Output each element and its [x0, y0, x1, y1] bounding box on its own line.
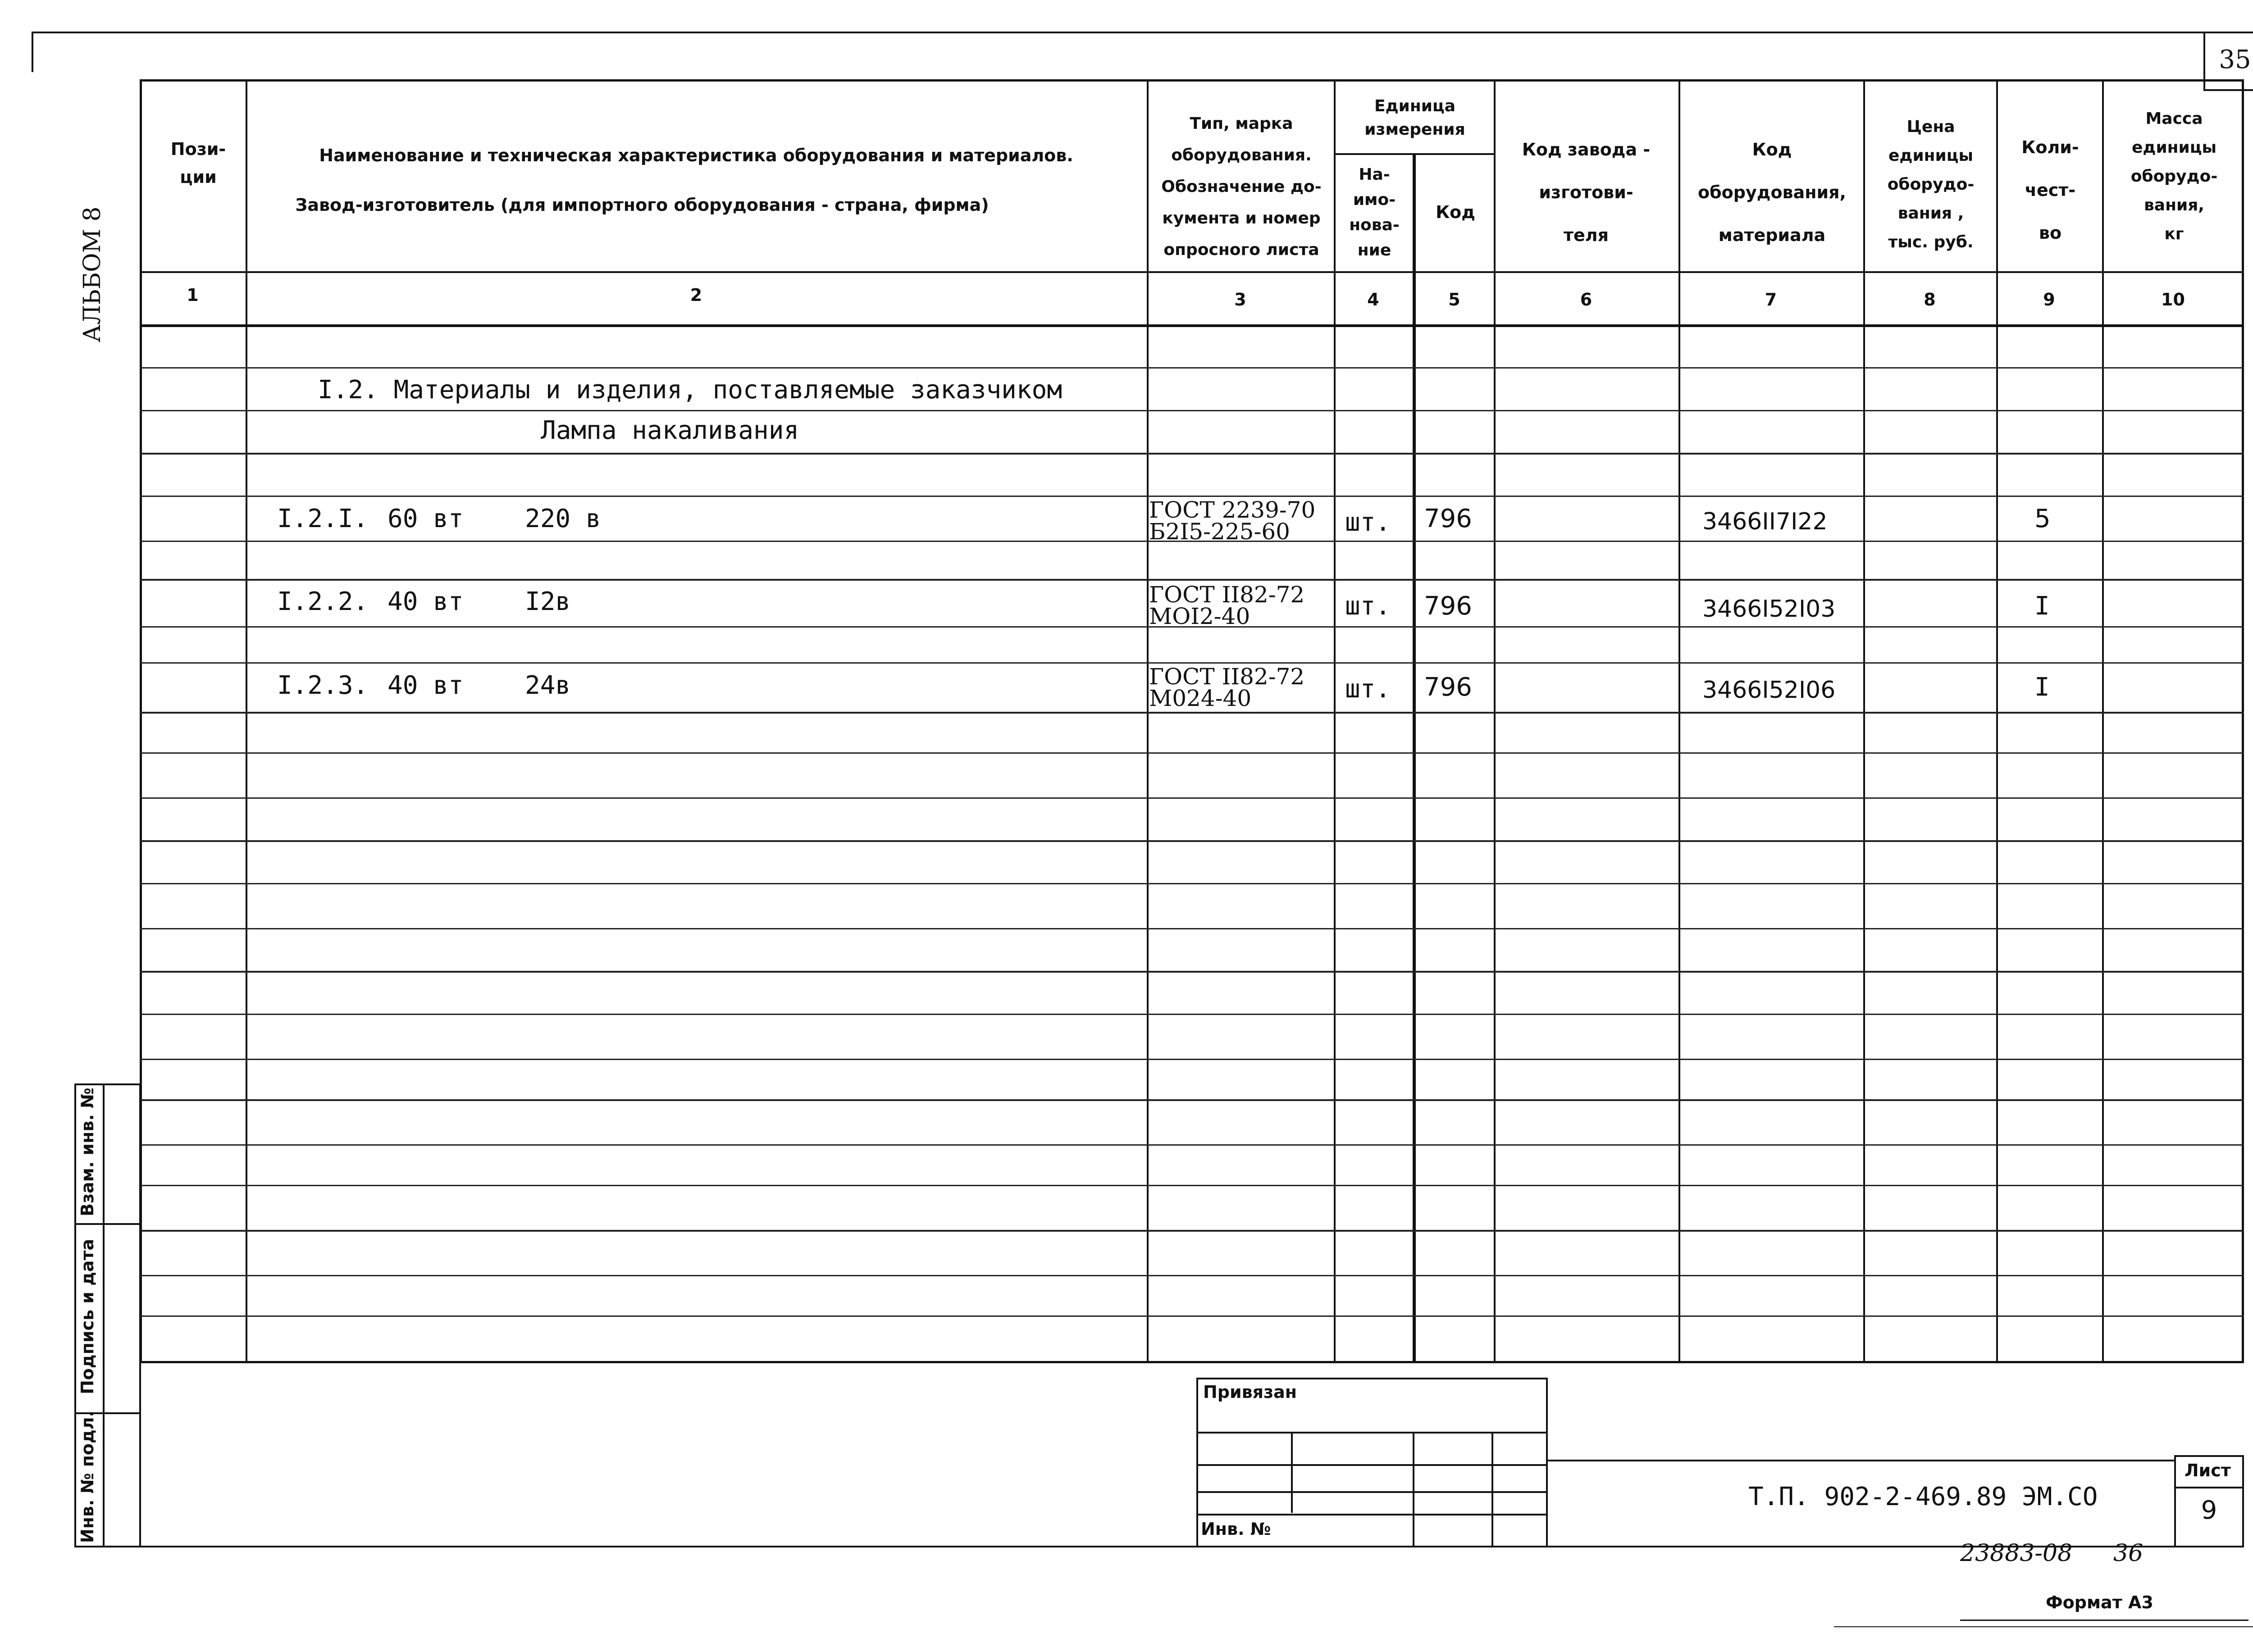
colnum-8: 8 [1924, 290, 1936, 309]
header-col4-line4: ние [1357, 241, 1391, 259]
sheet-bottom-line [74, 1546, 2244, 1547]
item-unit-code: 796 [1424, 673, 1472, 702]
header-unit-line1: Единица [1374, 97, 1455, 115]
header-col3-line2: оборудования. [1171, 146, 1312, 164]
row-separator [140, 1099, 2244, 1101]
header-col8-line5: тыс. руб. [1888, 233, 1974, 251]
item-power: 40 вт [388, 671, 464, 700]
page-number: 35 [2219, 45, 2251, 74]
sheet-label: Лист [2185, 1461, 2231, 1480]
footer-line [1960, 1620, 2248, 1621]
inv-no-label: Инв. № [1201, 1519, 1271, 1539]
header-col8 [1865, 113, 1996, 257]
header-col3-line4: кумента и номер [1162, 209, 1321, 228]
item-code: 3466II7I22 [1702, 508, 1828, 535]
attached-col1 [1291, 1432, 1293, 1513]
item-unit-code: 796 [1424, 504, 1472, 533]
header-col10-line4: вания, [2144, 196, 2204, 214]
colnum-4: 4 [1367, 290, 1379, 309]
header-col10-line3: оборудо- [2130, 167, 2218, 186]
colnum-7: 7 [1765, 290, 1777, 309]
header-col6-line3: теля [1563, 225, 1609, 245]
header-unit-group [1336, 95, 1494, 141]
row-separator [140, 453, 2244, 455]
header-col9 [1998, 126, 2102, 255]
header-col2-line2: Завод-изготовитель (для импортного оборудования - страна, фирма) [295, 195, 989, 215]
header-col7-line1: Код [1752, 140, 1792, 159]
item-pos: I.2.I. [277, 504, 369, 533]
attached-row2 [1196, 1464, 1548, 1466]
attached-col3 [1491, 1432, 1493, 1547]
item-voltage: I2в [525, 587, 571, 616]
item-pos: I.2.2. [277, 587, 369, 616]
item-doc-type: М024-40 [1149, 685, 1252, 711]
album-label: АЛЬБОМ 8 [79, 206, 106, 342]
colnum-5: 5 [1448, 290, 1460, 309]
row-separator [140, 1230, 2244, 1232]
row-separator [140, 752, 2244, 754]
item-voltage: 220 в [525, 504, 601, 533]
header-col9-line2: чест- [2025, 180, 2076, 200]
item-unit: шт. [1345, 592, 1391, 621]
side-stamp-row1 [74, 1223, 141, 1225]
row-separator [140, 971, 2244, 973]
item-unit-code: 796 [1424, 592, 1472, 621]
unit-group-divider [1334, 153, 1494, 155]
header-col1-line1: Пози- [170, 139, 226, 159]
header-col10 [2104, 105, 2244, 249]
row-separator [140, 1315, 2244, 1317]
document-designation: Т.П. 902-2-469.89 ЭМ.СО [1748, 1482, 2098, 1511]
header-col10-line5: кг [2164, 225, 2184, 243]
row-separator [140, 840, 2244, 842]
header-col6-line1: Код завода - [1522, 140, 1651, 159]
header-col9-line1: Коли- [2021, 137, 2079, 157]
header-col9-line3: во [2039, 223, 2062, 243]
side-stamp-inv-label: Инв. № подл. [78, 1410, 97, 1543]
colnum-6: 6 [1580, 290, 1592, 309]
colnum-bottom [140, 324, 2244, 327]
row-separator [140, 1059, 2244, 1060]
item-qty: I [2034, 592, 2050, 621]
designation-top [1548, 1460, 2174, 1461]
header-col3-line1: Тип, марка [1190, 114, 1293, 133]
item-unit: шт. [1345, 508, 1391, 537]
colnum-2: 2 [690, 285, 702, 305]
colnum-1: 1 [187, 285, 199, 305]
header-col4-line1: На- [1359, 165, 1390, 184]
row-separator [140, 1144, 2244, 1146]
attached-divider [1196, 1432, 1548, 1434]
header-col5-line1: Код [1436, 202, 1475, 222]
colnum-10: 10 [2161, 290, 2185, 309]
item-unit: шт. [1345, 674, 1391, 704]
item-doc-type: МОI2-40 [1149, 603, 1250, 629]
colnum-9: 9 [2043, 290, 2055, 309]
header-col6-line2: изготови- [1539, 182, 1633, 202]
attached-row3 [1196, 1491, 1548, 1493]
header-col2-line1: Наименование и техническая характеристика оборудования и материалов. [319, 146, 1073, 165]
format-label: Формат А3 [2046, 1593, 2153, 1612]
item-qty: I [2034, 673, 2050, 702]
row-separator [140, 1014, 2244, 1015]
header-col8-line2: единицы [1888, 146, 1974, 165]
col-sep-4 [1413, 153, 1416, 1363]
header-unit-line2: измерения [1364, 120, 1465, 139]
section-title: I.2. Материалы и изделия, поставляемые заказчиком [318, 375, 1063, 405]
item-qty: 5 [2034, 504, 2051, 533]
row-separator [140, 410, 2244, 411]
item-doc-standard: ГОСТ 2239-70 [1149, 497, 1316, 523]
item-voltage: 24в [525, 671, 571, 700]
handwritten-number: 23883-08 [1960, 1540, 2073, 1567]
side-stamp-replace-label: Взам. инв. № [78, 1088, 97, 1216]
header-col6 [1496, 128, 1676, 257]
attached-label: Привязан [1203, 1382, 1297, 1402]
header-col3-line3: Обозначение до- [1161, 177, 1322, 196]
header-col10-line2: единицы [2131, 138, 2217, 157]
header-col1-line2: ции [180, 167, 217, 187]
header-col3-line5: опросного листа [1163, 241, 1319, 259]
item-doc-type: Б2I5-225-60 [1149, 519, 1290, 545]
attached-row4 [1196, 1514, 1548, 1515]
header-col8-line4: вания , [1897, 204, 1964, 223]
header-col8-line3: оборудо- [1887, 175, 1975, 194]
item-code: 3466I52I06 [1702, 677, 1836, 704]
side-stamp-signature-label: Подпись и дата [78, 1238, 97, 1394]
item-power: 40 вт [388, 587, 464, 616]
item-power: 60 вт [388, 504, 464, 533]
colnum-3: 3 [1234, 290, 1246, 309]
row-separator [140, 367, 2244, 369]
handwritten-number-2: 36 [2113, 1540, 2144, 1567]
row-separator [140, 579, 2244, 581]
sheet-box-divider [2174, 1487, 2244, 1488]
sheet-number: 9 [2201, 1496, 2217, 1525]
row-separator [140, 1275, 2244, 1276]
header-col2 [252, 131, 1140, 230]
attached-col2 [1413, 1432, 1414, 1547]
item-doc-standard: ГОСТ II82-72 [1149, 582, 1305, 608]
header-col7-line2: оборудования, [1698, 182, 1846, 202]
header-col3 [1151, 108, 1332, 266]
row-separator [140, 928, 2244, 929]
outer-frame-left-stub [32, 32, 33, 72]
header-col8-line1: Цена [1906, 118, 1955, 136]
item-pos: I.2.3. [277, 671, 369, 700]
header-col7-line3: материала [1718, 225, 1826, 245]
row-separator [140, 883, 2244, 884]
header-col7 [1681, 128, 1863, 257]
item-doc-standard: ГОСТ II82-72 [1149, 664, 1305, 690]
item-code: 3466I52I03 [1702, 596, 1836, 623]
side-stamp-divider [103, 1083, 105, 1547]
row-separator [140, 797, 2244, 799]
row-separator [140, 1185, 2244, 1186]
header-col4 [1336, 162, 1413, 263]
header-bottom [140, 271, 2244, 273]
header-col4-line3: нова- [1349, 216, 1400, 234]
section-subtitle: Лампа накаливания [541, 416, 799, 445]
header-col5 [1417, 198, 1494, 226]
footer-line-2 [1834, 1626, 2253, 1627]
header-col4-line2: имо- [1353, 191, 1396, 209]
header-col10-line1: Масса [2145, 109, 2203, 128]
row-separator [140, 712, 2244, 714]
outer-frame-top [32, 32, 2253, 33]
